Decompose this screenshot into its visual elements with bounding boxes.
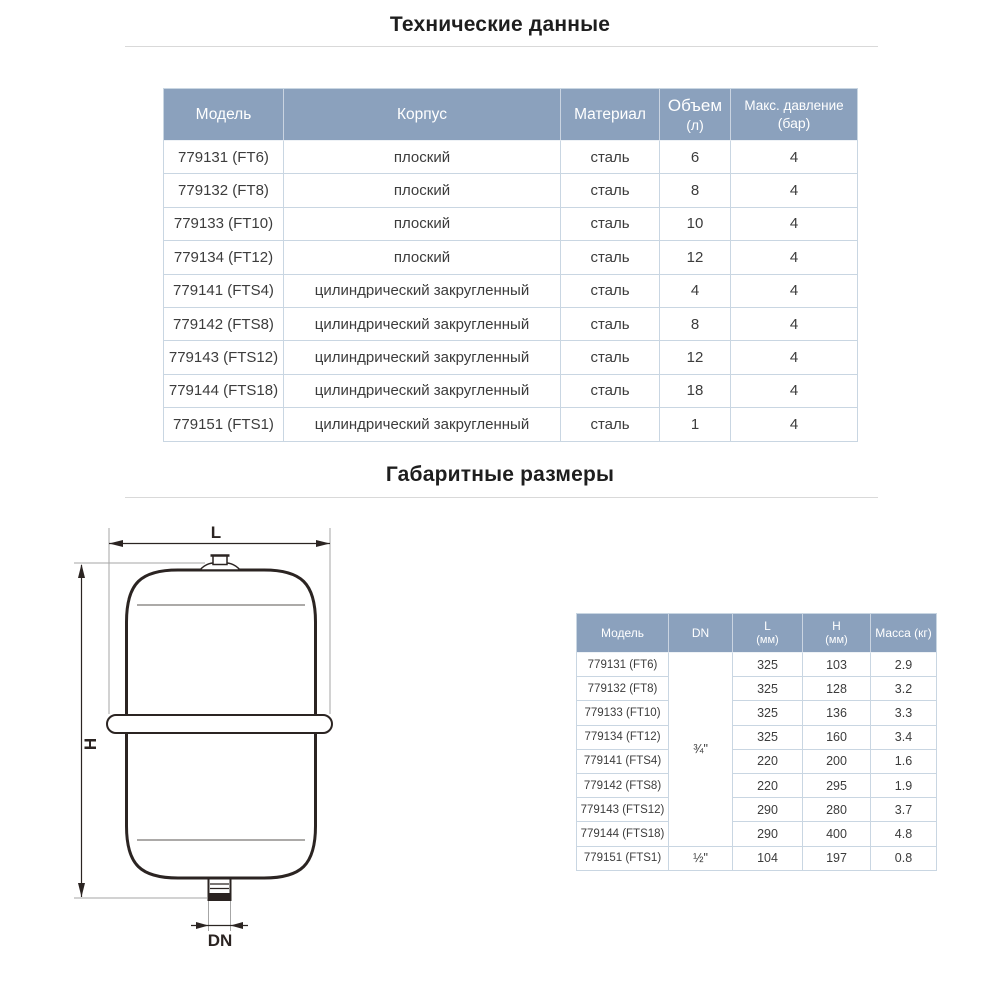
column-header-model: Модель xyxy=(577,614,669,653)
table-cell-volume: 8 xyxy=(660,174,731,207)
column-header-dn: DN xyxy=(669,614,733,653)
table-row xyxy=(577,653,936,677)
table-cell-material: сталь xyxy=(561,275,660,308)
table-cell-mass: 1.6 xyxy=(871,750,936,774)
table-cell-model: 779131 (FT6) xyxy=(577,653,669,677)
table-cell-mass: 1.9 xyxy=(871,774,936,798)
column-header-body: Корпус xyxy=(284,89,561,141)
arrowhead-left-icon xyxy=(109,540,123,547)
table-cell-material: сталь xyxy=(561,208,660,241)
table-cell-model: 779141 (FTS4) xyxy=(164,275,284,308)
table-cell-volume: 8 xyxy=(660,308,731,341)
arrowhead-down-icon xyxy=(78,883,85,897)
table-cell-model: 779144 (FTS18) xyxy=(164,375,284,408)
technical-data-table-body xyxy=(164,141,857,441)
table-header-row xyxy=(577,614,936,653)
table-cell-model: 779151 (FTS1) xyxy=(164,408,284,440)
table-row xyxy=(164,208,857,241)
column-header-mass: Масса (кг) xyxy=(871,614,936,653)
section-title-technical-data: Технические данные xyxy=(389,13,611,36)
table-cell-model: 779133 (FT10) xyxy=(577,701,669,725)
table-cell-model: 779151 (FTS1) xyxy=(577,847,669,870)
table-cell-pressure: 4 xyxy=(731,375,857,408)
table-row xyxy=(577,701,936,725)
table-row xyxy=(577,750,936,774)
table-cell-h: 197 xyxy=(803,847,871,870)
table-cell-model: 779143 (FTS12) xyxy=(577,798,669,822)
section-title-overall-dimensions: Габаритные размеры xyxy=(385,463,615,486)
table-cell-model: 779144 (FTS18) xyxy=(577,822,669,846)
column-header-model: Модель xyxy=(164,89,284,141)
table-row xyxy=(164,341,857,374)
arrowhead-dn-right-icon xyxy=(231,922,244,929)
table-cell-l: 290 xyxy=(733,798,803,822)
pipe-end-block xyxy=(208,893,231,901)
table-cell-model: 779132 (FT8) xyxy=(164,174,284,207)
dimension-label-dn: DN xyxy=(207,931,233,950)
table-cell-model: 779134 (FT12) xyxy=(577,726,669,750)
tank-dimension-drawing xyxy=(40,515,360,965)
technical-data-table-header xyxy=(164,89,857,141)
table-row xyxy=(164,375,857,408)
table-row xyxy=(577,798,936,822)
column-header-volume: Объем (л) xyxy=(660,89,731,141)
table-cell-mass: 3.3 xyxy=(871,701,936,725)
table-cell-material: сталь xyxy=(561,408,660,440)
column-header-max-pressure: Макс. давление (бар) xyxy=(731,89,857,141)
table-row xyxy=(164,275,857,308)
table-cell-l: 220 xyxy=(733,750,803,774)
table-cell-material: сталь xyxy=(561,174,660,207)
overall-dimensions-table-header xyxy=(577,614,936,653)
mounting-belt xyxy=(107,715,332,733)
table-cell-model: 779134 (FT12) xyxy=(164,241,284,274)
table-cell-material: сталь xyxy=(561,241,660,274)
table-cell-material: сталь xyxy=(561,341,660,374)
divider-line xyxy=(125,497,878,498)
technical-data-table xyxy=(163,88,858,442)
table-cell-volume: 12 xyxy=(660,341,731,374)
arrowhead-right-icon xyxy=(316,540,330,547)
table-cell-body: цилиндрический закругленный xyxy=(284,375,561,408)
table-cell-model: 779143 (FTS12) xyxy=(164,341,284,374)
table-row xyxy=(577,726,936,750)
table-cell-material: сталь xyxy=(561,308,660,341)
table-cell-pressure: 4 xyxy=(731,308,857,341)
table-cell-volume: 10 xyxy=(660,208,731,241)
table-cell-body: цилиндрический закругленный xyxy=(284,408,561,440)
table-cell-pressure: 4 xyxy=(731,208,857,241)
table-cell-dn: ½" xyxy=(669,847,733,870)
table-row xyxy=(164,141,857,174)
table-cell-mass: 0.8 xyxy=(871,847,936,870)
table-cell-l: 325 xyxy=(733,726,803,750)
column-header-h: H (мм) xyxy=(803,614,871,653)
table-row xyxy=(164,241,857,274)
arrowhead-dn-left-icon xyxy=(196,922,209,929)
table-row xyxy=(577,822,936,846)
table-cell-body: плоский xyxy=(284,174,561,207)
table-cell-l: 325 xyxy=(733,653,803,677)
overall-dimensions-table xyxy=(576,613,937,871)
table-cell-h: 200 xyxy=(803,750,871,774)
column-header-material: Материал xyxy=(561,89,660,141)
table-cell-model: 779133 (FT10) xyxy=(164,208,284,241)
column-header-l: L (мм) xyxy=(733,614,803,653)
table-cell-volume: 1 xyxy=(660,408,731,440)
overall-dimensions-table-body xyxy=(577,653,936,870)
table-cell-material: сталь xyxy=(561,375,660,408)
table-cell-body: цилиндрический закругленный xyxy=(284,341,561,374)
table-cell-volume: 18 xyxy=(660,375,731,408)
table-cell-body: плоский xyxy=(284,241,561,274)
table-row xyxy=(577,847,936,870)
table-cell-body: цилиндрический закругленный xyxy=(284,308,561,341)
table-cell-pressure: 4 xyxy=(731,341,857,374)
table-cell-mass: 3.7 xyxy=(871,798,936,822)
table-cell-h: 128 xyxy=(803,677,871,701)
table-cell-volume: 6 xyxy=(660,141,731,174)
table-cell-l: 290 xyxy=(733,822,803,846)
dimension-label-h: H xyxy=(81,737,100,751)
table-cell-model: 779142 (FTS8) xyxy=(577,774,669,798)
table-row xyxy=(577,677,936,701)
table-cell-h: 136 xyxy=(803,701,871,725)
table-cell-h: 400 xyxy=(803,822,871,846)
table-row xyxy=(164,408,857,440)
table-cell-volume: 4 xyxy=(660,275,731,308)
table-cell-material: сталь xyxy=(561,141,660,174)
table-cell-dn: ¾" xyxy=(669,653,733,847)
table-cell-body: плоский xyxy=(284,208,561,241)
table-row xyxy=(164,174,857,207)
table-cell-l: 325 xyxy=(733,677,803,701)
table-cell-pressure: 4 xyxy=(731,408,857,440)
table-header-row xyxy=(164,89,857,141)
table-cell-l: 325 xyxy=(733,701,803,725)
table-cell-model: 779142 (FTS8) xyxy=(164,308,284,341)
air-valve-nipple xyxy=(213,556,227,565)
dimension-label-l: L xyxy=(210,523,222,542)
table-cell-l: 104 xyxy=(733,847,803,870)
table-cell-model: 779131 (FT6) xyxy=(164,141,284,174)
table-cell-model: 779132 (FT8) xyxy=(577,677,669,701)
table-cell-pressure: 4 xyxy=(731,174,857,207)
table-cell-h: 103 xyxy=(803,653,871,677)
table-cell-h: 160 xyxy=(803,726,871,750)
divider-line xyxy=(125,46,878,47)
table-cell-volume: 12 xyxy=(660,241,731,274)
table-row xyxy=(164,308,857,341)
table-cell-pressure: 4 xyxy=(731,141,857,174)
table-cell-mass: 2.9 xyxy=(871,653,936,677)
table-cell-h: 295 xyxy=(803,774,871,798)
table-cell-mass: 3.2 xyxy=(871,677,936,701)
table-cell-body: плоский xyxy=(284,141,561,174)
table-row xyxy=(577,774,936,798)
table-cell-pressure: 4 xyxy=(731,275,857,308)
arrowhead-up-icon xyxy=(78,564,85,578)
table-cell-model: 779141 (FTS4) xyxy=(577,750,669,774)
table-cell-pressure: 4 xyxy=(731,241,857,274)
table-cell-h: 280 xyxy=(803,798,871,822)
table-cell-mass: 4.8 xyxy=(871,822,936,846)
table-cell-mass: 3.4 xyxy=(871,726,936,750)
table-cell-l: 220 xyxy=(733,774,803,798)
table-cell-body: цилиндрический закругленный xyxy=(284,275,561,308)
